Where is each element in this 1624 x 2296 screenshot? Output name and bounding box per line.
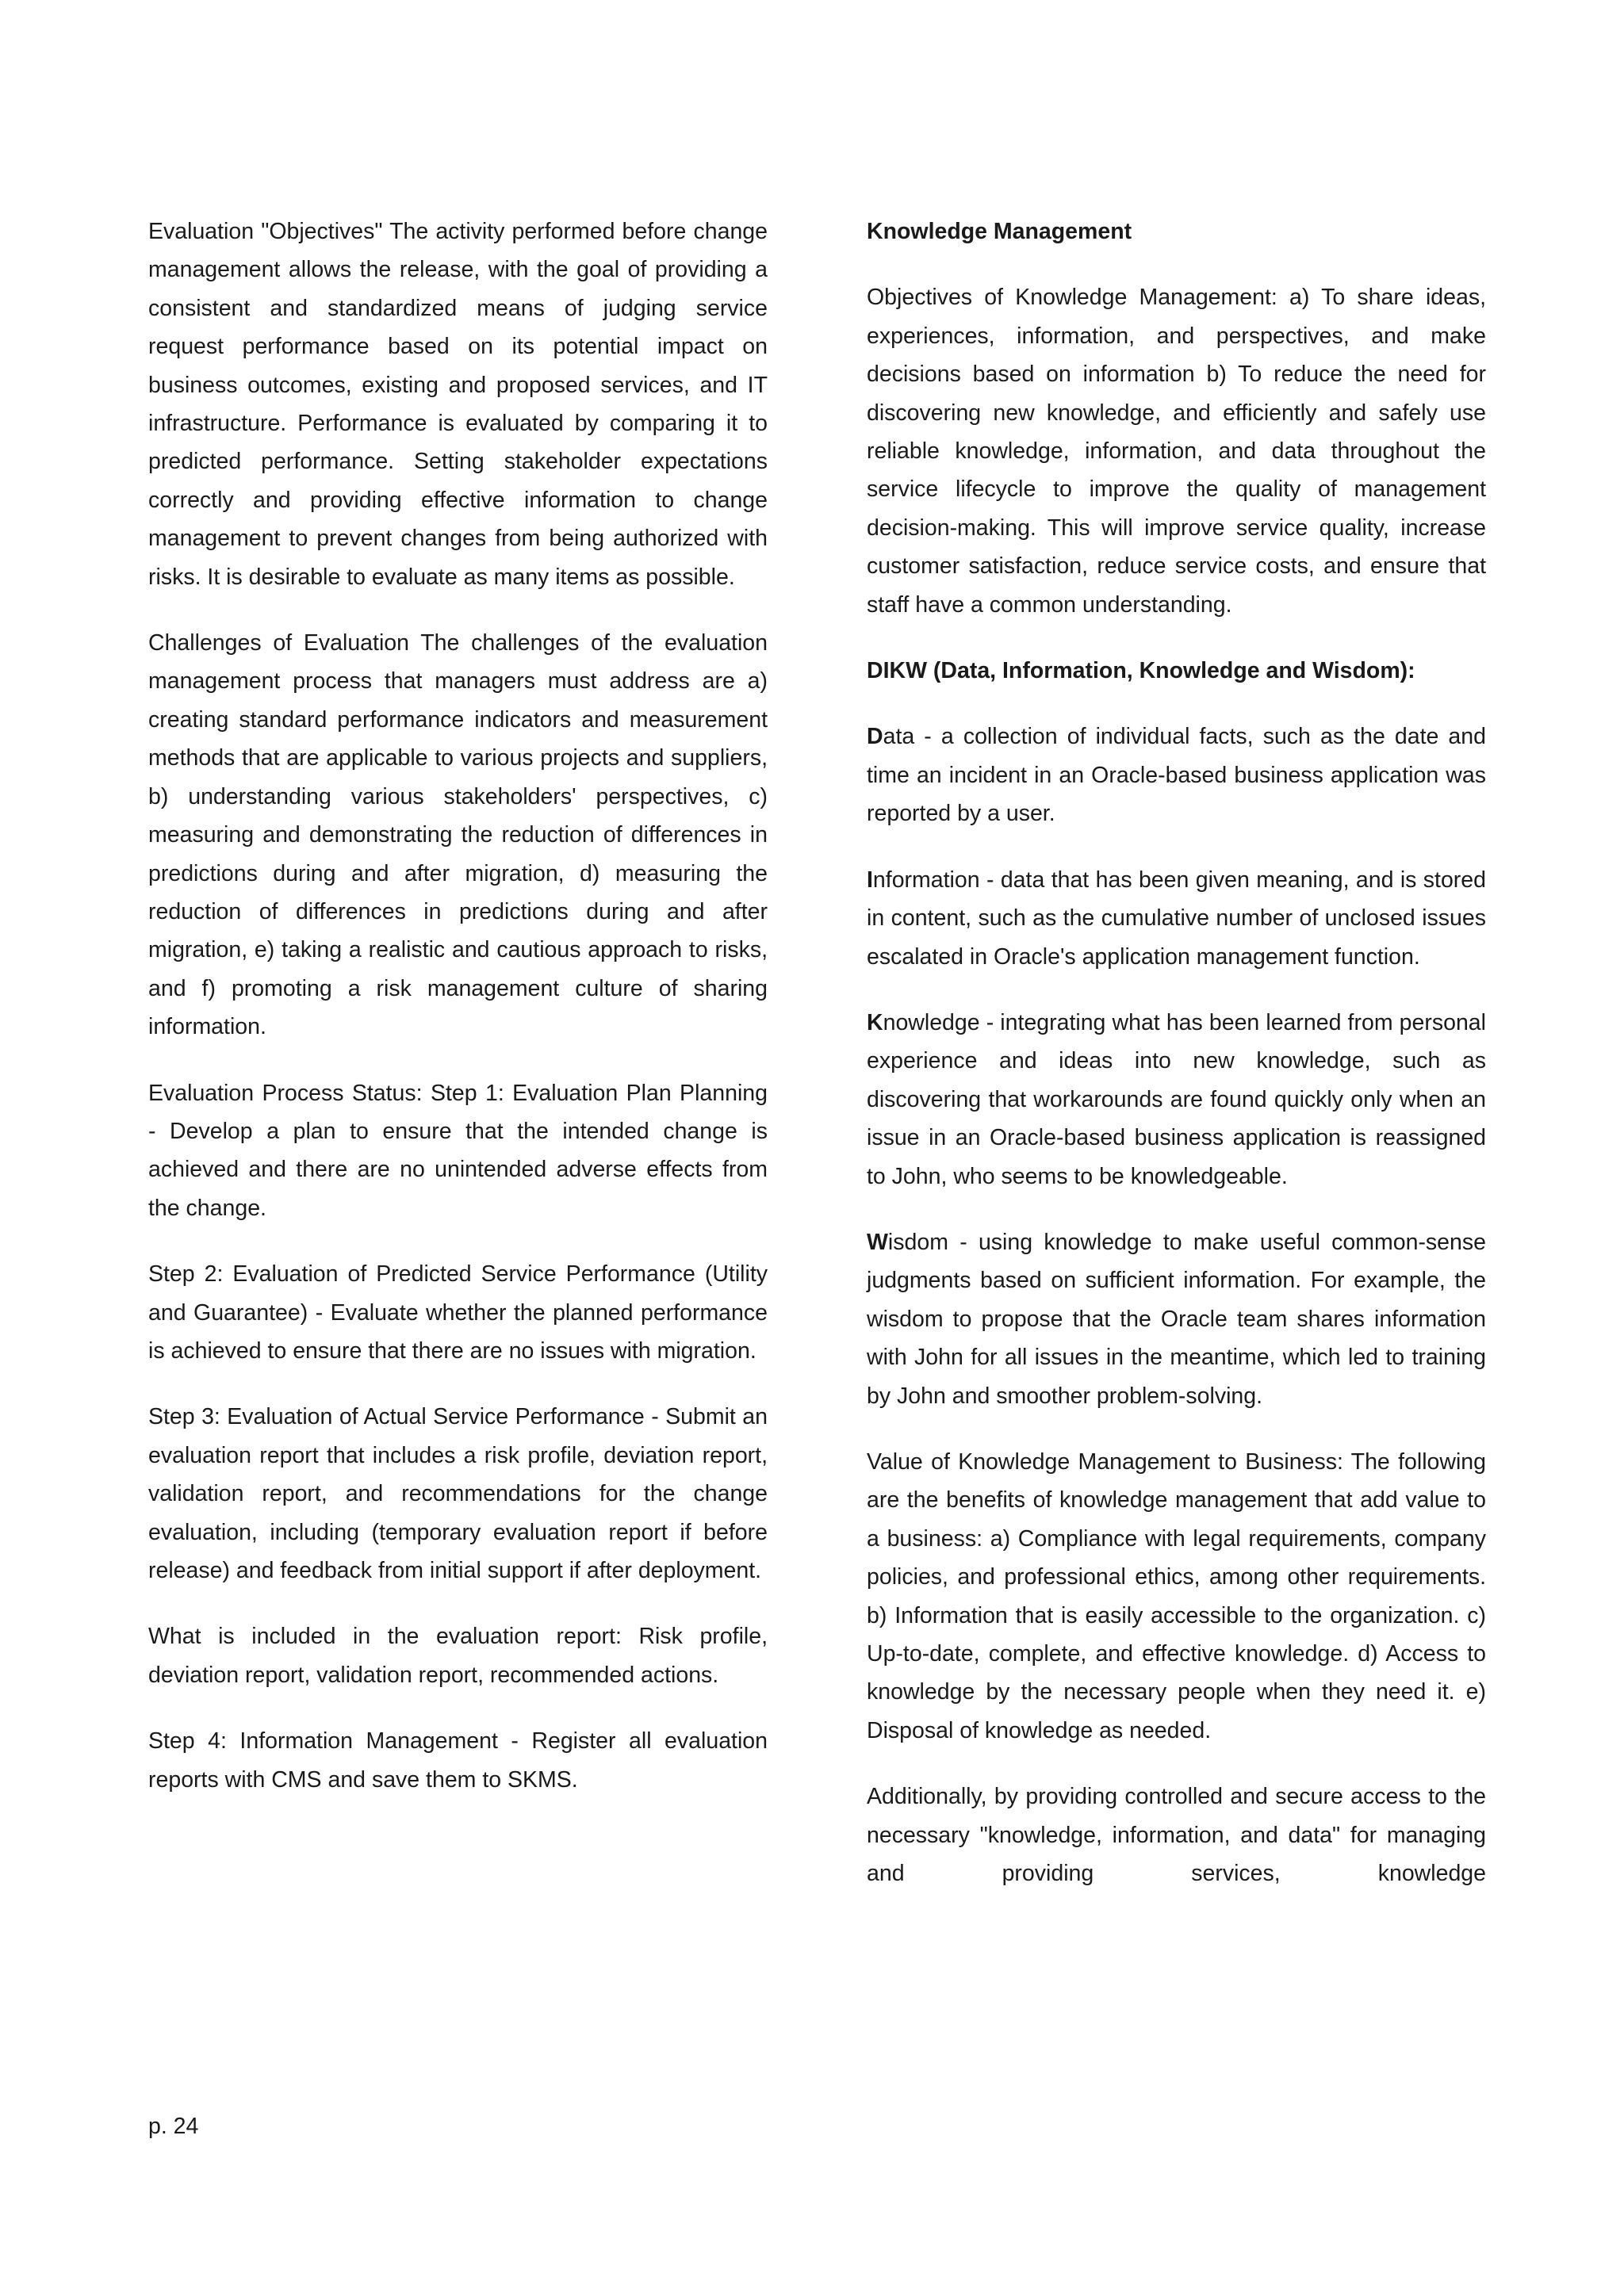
dikw-data-paragraph (867, 718, 1486, 832)
evaluation-step2-paragraph: Step 2: Evaluation of Predicted Service Performance (Utility and Guarantee) - Evaluate whether the planned performance is achieved to ensure that there are no issues with migration. (148, 1261, 768, 1364)
evaluation-step4-paragraph: Step 4: Information Management - Register all evaluation reports with CMS and save them to SKMS. (148, 1728, 768, 1793)
information-text: nformation - data that has been given meaning, and is stored in content, such as the cumulative number of unclosed issues escalated in Oracle's application management function. (867, 867, 1486, 970)
evaluation-report-contents-paragraph: What is included in the evaluation report: Risk profile, deviation report, validation report, recommended actions. (148, 1624, 768, 1688)
km-additionally-paragraph: Additionally, by providing controlled and secure access to the necessary "knowledge, information, and data" for managing and providing services, knowledge (867, 1784, 1486, 1887)
wisdom-text: isdom - using knowledge to make useful common-sense judgments based on sufficient information. For example, the wisdom to propose that the Oracle team shares information with John for all issues in the meantime, which led to training by John and smoother problem-solving. (867, 1229, 1486, 1409)
right-column (867, 212, 1486, 1920)
evaluation-step3-paragraph: Step 3: Evaluation of Actual Service Performance - Submit an evaluation report that includes a risk profile, deviation report, validation report, and recommendations for the change evaluation, including (temporary evaluation report if before release) and feedback from initial support if after deployment. (148, 1404, 768, 1583)
km-objectives-paragraph: Objectives of Knowledge Management: a) To share ideas, experiences, information, and perspectives, and make decisions based on information b) To reduce the need for discovering new knowledge, and efficiently and safely use reliable knowledge, information, and data throughout the service lifecycle to improve the quality of management decision-making. This will improve service quality, increase customer satisfaction, reduce service costs, and ensure that staff have a common understanding. (867, 285, 1486, 618)
information-initial: I (867, 867, 873, 893)
data-initial: D (867, 724, 883, 750)
evaluation-objectives-paragraph: Evaluation "Objectives" The activity performed before change management allows the release, with the goal of providing a consistent and standardized means of judging service request performance based on its potential impact on business outcomes, existing and proposed services, and IT infrastructure. Performance is evaluated by comparing it to predicted performance. Setting stakeholder expectations correctly and providing effective information to change management to prevent changes from being authorized with risks. It is desirable to evaluate as many items as possible. (148, 219, 768, 590)
knowledge-text: nowledge - integrating what has been learned from personal experience and ideas into new knowledge, such as discovering that workarounds are found quickly only when an issue in an Oracle-based business application is reassigned to John, who seems to be knowledgeable. (867, 1009, 1486, 1189)
page-number: p. 24 (148, 2114, 199, 2139)
dikw-information-paragraph (867, 861, 1486, 976)
knowledge-management-heading: Knowledge Management (867, 219, 1132, 244)
data-text: ata - a collection of individual facts, such as the date and time an incident in an Oracle-based business application was reported by a user. (867, 724, 1486, 827)
knowledge-initial: K (867, 1009, 883, 1035)
evaluation-step1-paragraph: Evaluation Process Status: Step 1: Evaluation Plan Planning - Develop a plan to ensure that the intended change is achieved and there are no unintended adverse effects from the change. (148, 1080, 768, 1221)
dikw-heading: DIKW (Data, Information, Knowledge and Wisdom): (867, 658, 1415, 684)
dikw-wisdom-paragraph (867, 1223, 1486, 1415)
wisdom-initial: W (867, 1229, 888, 1255)
evaluation-challenges-paragraph: Challenges of Evaluation The challenges of the evaluation management process that managers must address are a) creating standard performance indicators and measurement methods that are applicable to various projects and suppliers, b) understanding various stakeholders' perspectives, c) measuring and demonstrating the reduction of differences in predictions during and after migration, d) measuring the reduction of differences in predictions during and after migration, e) taking a realistic and cautious approach to risks, and f) promoting a risk management culture of sharing information. (148, 630, 768, 1040)
km-value-paragraph: Value of Knowledge Management to Business: The following are the benefits of knowledge management that add value to a business: a) Compliance with legal requirements, company policies, and professional ethics, among other requirements. b) Information that is easily accessible to the organization. c) Up-to-date, complete, and effective knowledge. d) Access to knowledge by the necessary people when they need it. e) Disposal of knowledge as needed. (867, 1448, 1486, 1743)
dikw-knowledge-paragraph (867, 1004, 1486, 1196)
left-column (148, 212, 768, 1827)
